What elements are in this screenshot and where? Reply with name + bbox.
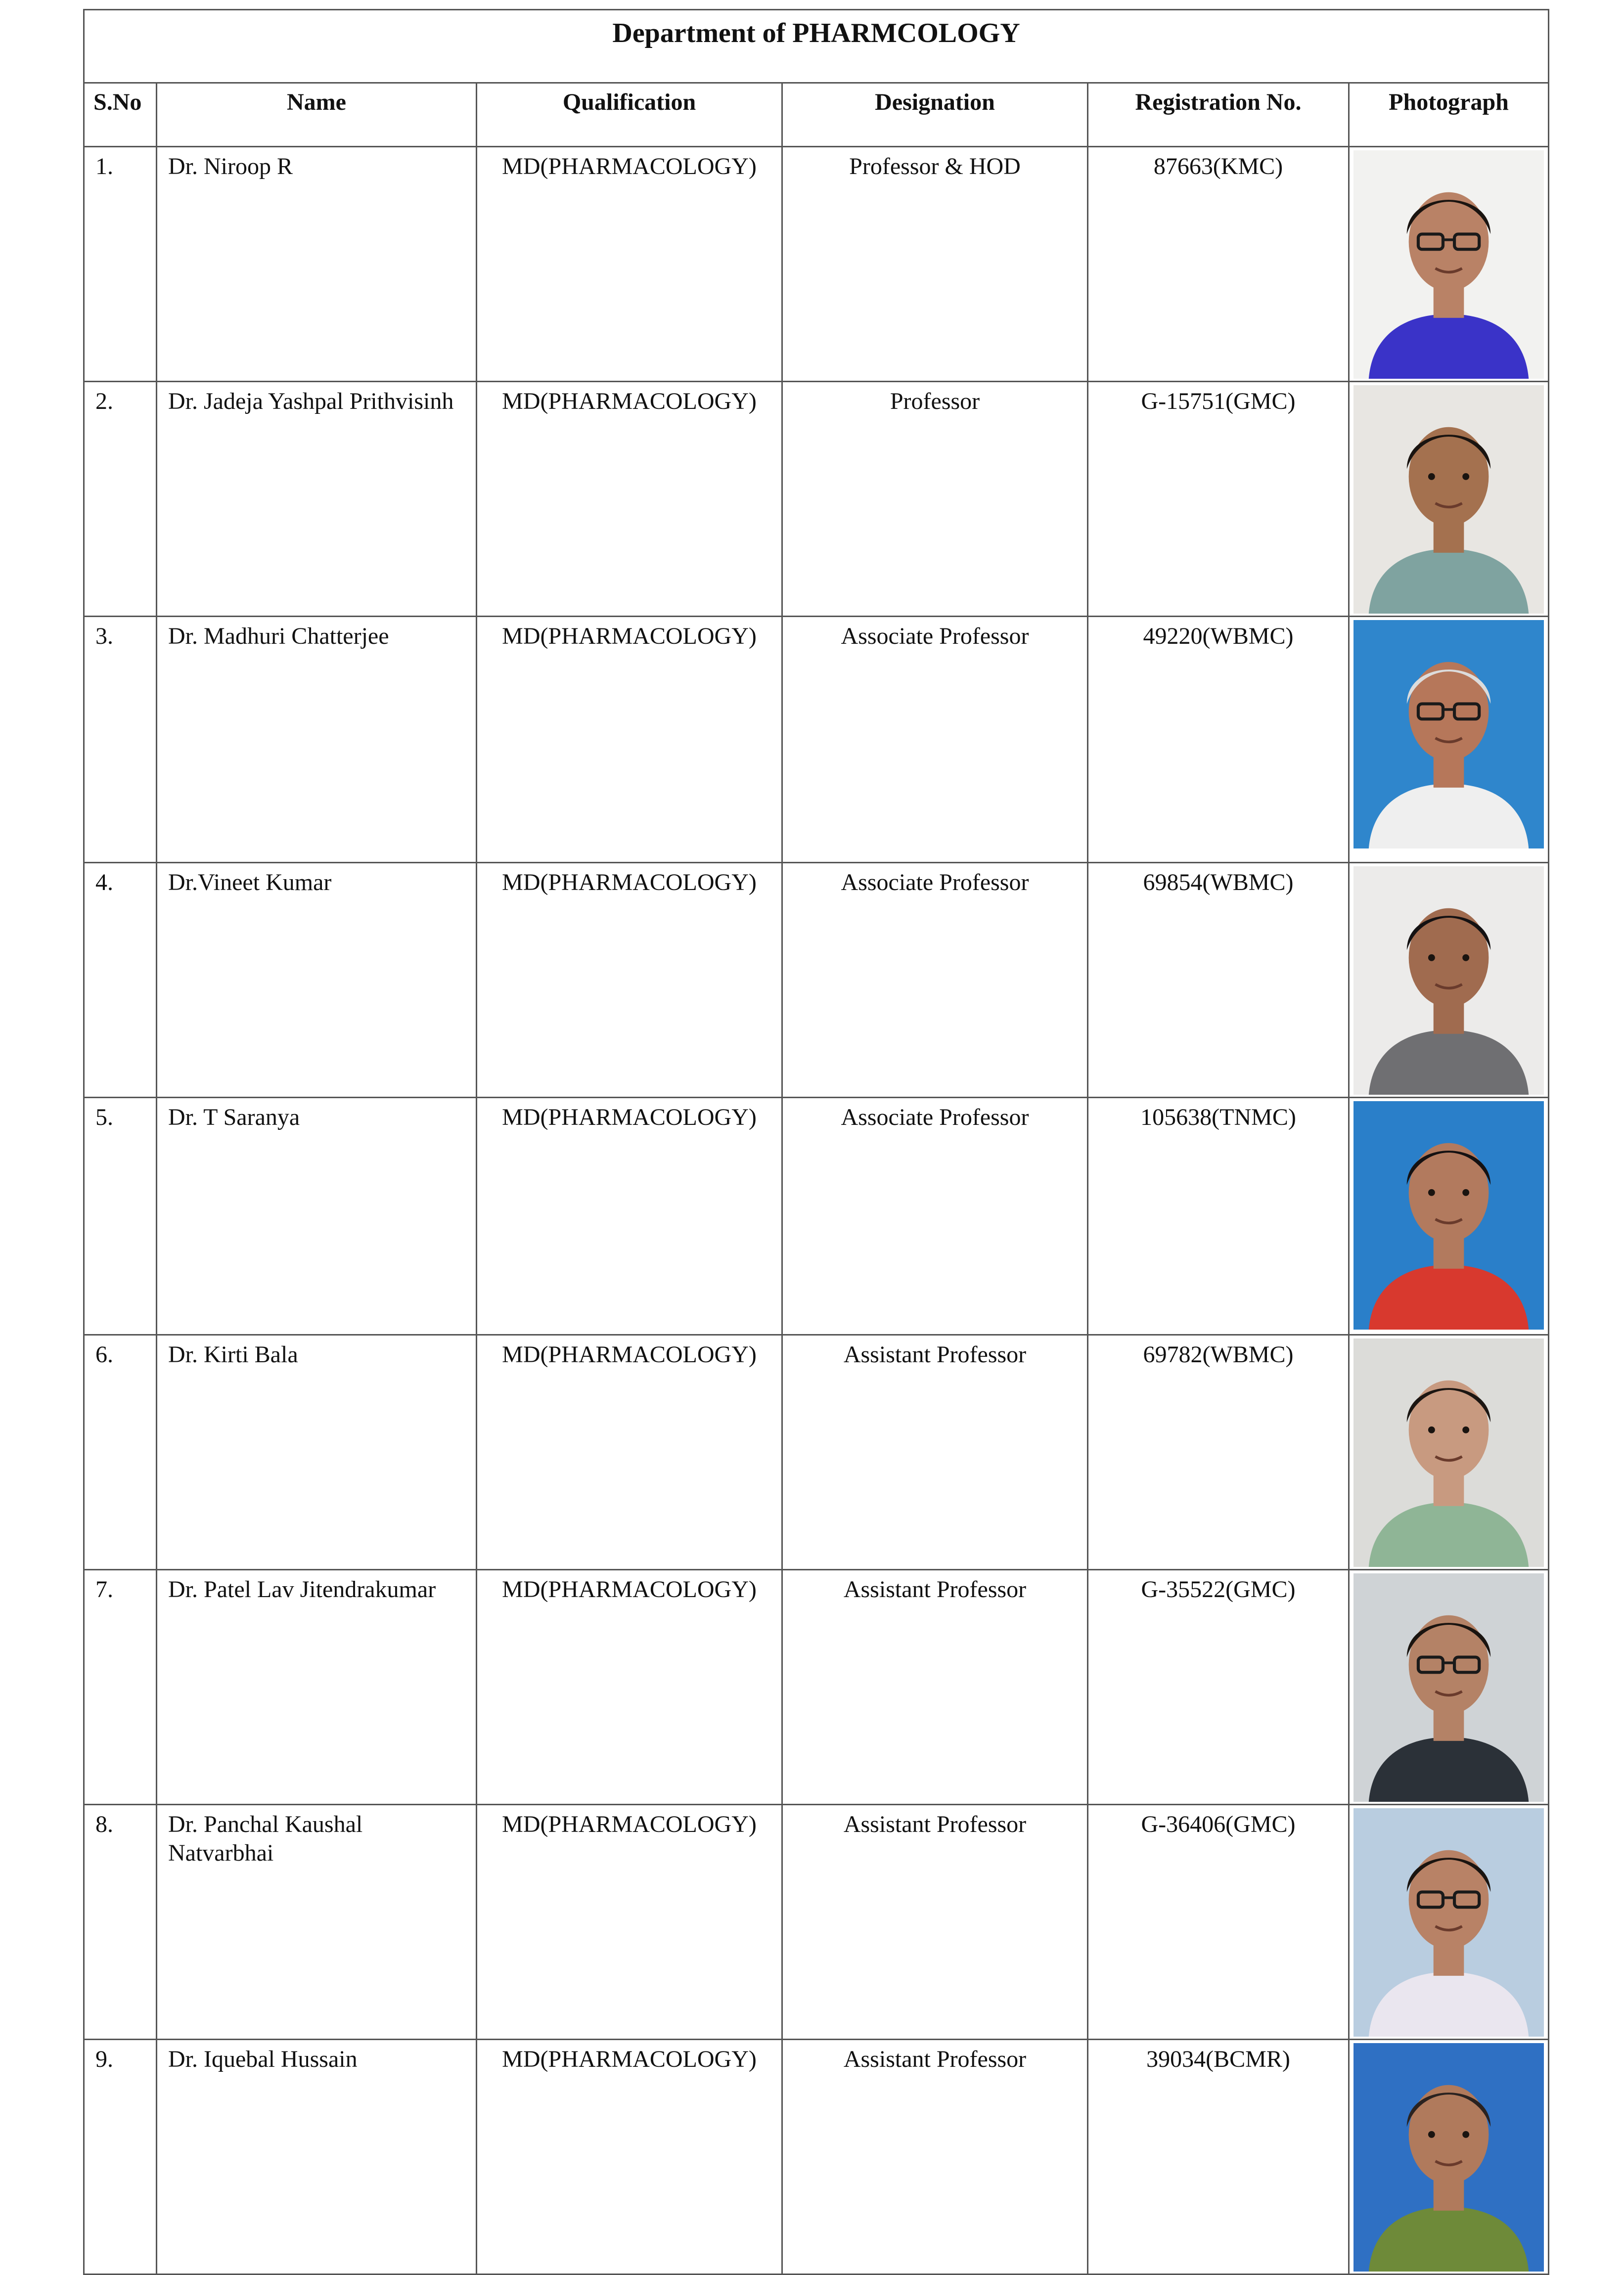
cell-photograph bbox=[1349, 1570, 1549, 1805]
cell-designation: Assistant Professor bbox=[782, 1805, 1088, 2040]
cell-photograph bbox=[1349, 147, 1549, 382]
photograph bbox=[1353, 620, 1544, 848]
cell-sno: 3. bbox=[84, 617, 157, 863]
photo-face bbox=[1409, 1143, 1489, 1242]
cell-photograph bbox=[1349, 863, 1549, 1098]
cell-sno: 5. bbox=[84, 1098, 157, 1335]
cell-qualification: MD(PHARMACOLOGY) bbox=[477, 382, 782, 617]
portrait-figure bbox=[1353, 866, 1544, 1095]
photograph bbox=[1353, 385, 1544, 614]
portrait-figure bbox=[1353, 150, 1544, 379]
portrait-figure bbox=[1353, 620, 1544, 848]
table-row bbox=[84, 1570, 1549, 1805]
photo-eye-right bbox=[1462, 1189, 1469, 1196]
cell-name: Dr. Kirti Bala bbox=[157, 1335, 477, 1570]
cell-registration: 87663(KMC) bbox=[1088, 147, 1349, 382]
cell-qualification: MD(PHARMACOLOGY) bbox=[477, 147, 782, 382]
photo-eye-right bbox=[1462, 473, 1469, 480]
col-header-sno: S.No bbox=[84, 83, 157, 147]
header-row bbox=[84, 83, 1549, 147]
cell-photograph bbox=[1349, 1335, 1549, 1570]
cell-designation: Professor & HOD bbox=[782, 147, 1088, 382]
photo-face bbox=[1409, 2085, 1489, 2184]
table-row bbox=[84, 147, 1549, 382]
cell-registration: G-35522(GMC) bbox=[1088, 1570, 1349, 1805]
photograph bbox=[1353, 1573, 1544, 1802]
table-row bbox=[84, 1805, 1549, 2040]
cell-qualification: MD(PHARMACOLOGY) bbox=[477, 1098, 782, 1335]
photo-eye-left bbox=[1428, 2131, 1435, 2138]
photo-eye-left bbox=[1428, 954, 1435, 961]
table-row bbox=[84, 1098, 1549, 1335]
cell-qualification: MD(PHARMACOLOGY) bbox=[477, 2040, 782, 2275]
photograph bbox=[1353, 866, 1544, 1095]
col-header-designation: Designation bbox=[782, 83, 1088, 147]
cell-designation: Professor bbox=[782, 382, 1088, 617]
cell-designation: Associate Professor bbox=[782, 1098, 1088, 1335]
col-header-name: Name bbox=[157, 83, 477, 147]
photo-face bbox=[1409, 1850, 1489, 1949]
photo-face bbox=[1409, 662, 1489, 761]
cell-registration: 69854(WBMC) bbox=[1088, 863, 1349, 1098]
cell-name: Dr. Jadeja Yashpal Prithvisinh bbox=[157, 382, 477, 617]
portrait-figure bbox=[1353, 385, 1544, 614]
cell-sno: 4. bbox=[84, 863, 157, 1098]
cell-qualification: MD(PHARMACOLOGY) bbox=[477, 863, 782, 1098]
photo-eye-right bbox=[1462, 954, 1469, 961]
photo-eye-left bbox=[1428, 473, 1435, 480]
photograph bbox=[1353, 2043, 1544, 2272]
cell-designation: Assistant Professor bbox=[782, 1570, 1088, 1805]
col-header-registration: Registration No. bbox=[1088, 83, 1349, 147]
cell-qualification: MD(PHARMACOLOGY) bbox=[477, 1805, 782, 2040]
photo-face bbox=[1409, 1381, 1489, 1479]
portrait-figure bbox=[1353, 1808, 1544, 2037]
cell-name: Dr. Panchal Kaushal Natvarbhai bbox=[157, 1805, 477, 2040]
portrait-figure bbox=[1353, 2043, 1544, 2272]
table-row bbox=[84, 2040, 1549, 2275]
cell-qualification: MD(PHARMACOLOGY) bbox=[477, 1570, 782, 1805]
photo-eye-right bbox=[1462, 1427, 1469, 1433]
table-row bbox=[84, 863, 1549, 1098]
page-title: Department of PHARMCOLOGY bbox=[84, 10, 1549, 83]
photo-eye-left bbox=[1428, 1427, 1435, 1433]
photo-face bbox=[1409, 192, 1489, 291]
portrait-figure bbox=[1353, 1573, 1544, 1802]
cell-name: Dr.Vineet Kumar bbox=[157, 863, 477, 1098]
cell-name: Dr. Niroop R bbox=[157, 147, 477, 382]
cell-registration: G-15751(GMC) bbox=[1088, 382, 1349, 617]
faculty-table bbox=[83, 9, 1549, 2275]
col-header-qualification: Qualification bbox=[477, 83, 782, 147]
cell-designation: Associate Professor bbox=[782, 863, 1088, 1098]
portrait-figure bbox=[1353, 1338, 1544, 1567]
cell-sno: 6. bbox=[84, 1335, 157, 1570]
cell-qualification: MD(PHARMACOLOGY) bbox=[477, 1335, 782, 1570]
photo-face bbox=[1409, 1615, 1489, 1714]
photo-eye-right bbox=[1462, 2131, 1469, 2138]
cell-qualification: MD(PHARMACOLOGY) bbox=[477, 617, 782, 863]
photo-face bbox=[1409, 427, 1489, 526]
cell-registration: 105638(TNMC) bbox=[1088, 1098, 1349, 1335]
photograph bbox=[1353, 150, 1544, 379]
portrait-figure bbox=[1353, 1101, 1544, 1330]
cell-registration: 69782(WBMC) bbox=[1088, 1335, 1349, 1570]
photograph bbox=[1353, 1101, 1544, 1330]
table-row bbox=[84, 617, 1549, 863]
cell-sno: 9. bbox=[84, 2040, 157, 2275]
photo-eye-left bbox=[1428, 1189, 1435, 1196]
cell-photograph bbox=[1349, 382, 1549, 617]
cell-registration: 49220(WBMC) bbox=[1088, 617, 1349, 863]
cell-name: Dr. Patel Lav Jitendrakumar bbox=[157, 1570, 477, 1805]
cell-name: Dr. Iquebal Hussain bbox=[157, 2040, 477, 2275]
cell-photograph bbox=[1349, 2040, 1549, 2275]
cell-sno: 1. bbox=[84, 147, 157, 382]
table-row bbox=[84, 382, 1549, 617]
cell-sno: 8. bbox=[84, 1805, 157, 2040]
photo-face bbox=[1409, 908, 1489, 1007]
photograph bbox=[1353, 1338, 1544, 1567]
cell-name: Dr. T Saranya bbox=[157, 1098, 477, 1335]
cell-photograph bbox=[1349, 1805, 1549, 2040]
cell-registration: G-36406(GMC) bbox=[1088, 1805, 1349, 2040]
photograph bbox=[1353, 1808, 1544, 2037]
cell-sno: 7. bbox=[84, 1570, 157, 1805]
cell-designation: Assistant Professor bbox=[782, 2040, 1088, 2275]
table-row bbox=[84, 1335, 1549, 1570]
cell-name: Dr. Madhuri Chatterjee bbox=[157, 617, 477, 863]
cell-registration: 39034(BCMR) bbox=[1088, 2040, 1349, 2275]
col-header-photograph: Photograph bbox=[1349, 83, 1549, 147]
cell-photograph bbox=[1349, 1098, 1549, 1335]
cell-designation: Associate Professor bbox=[782, 617, 1088, 863]
cell-photograph bbox=[1349, 617, 1549, 863]
cell-sno: 2. bbox=[84, 382, 157, 617]
cell-designation: Assistant Professor bbox=[782, 1335, 1088, 1570]
